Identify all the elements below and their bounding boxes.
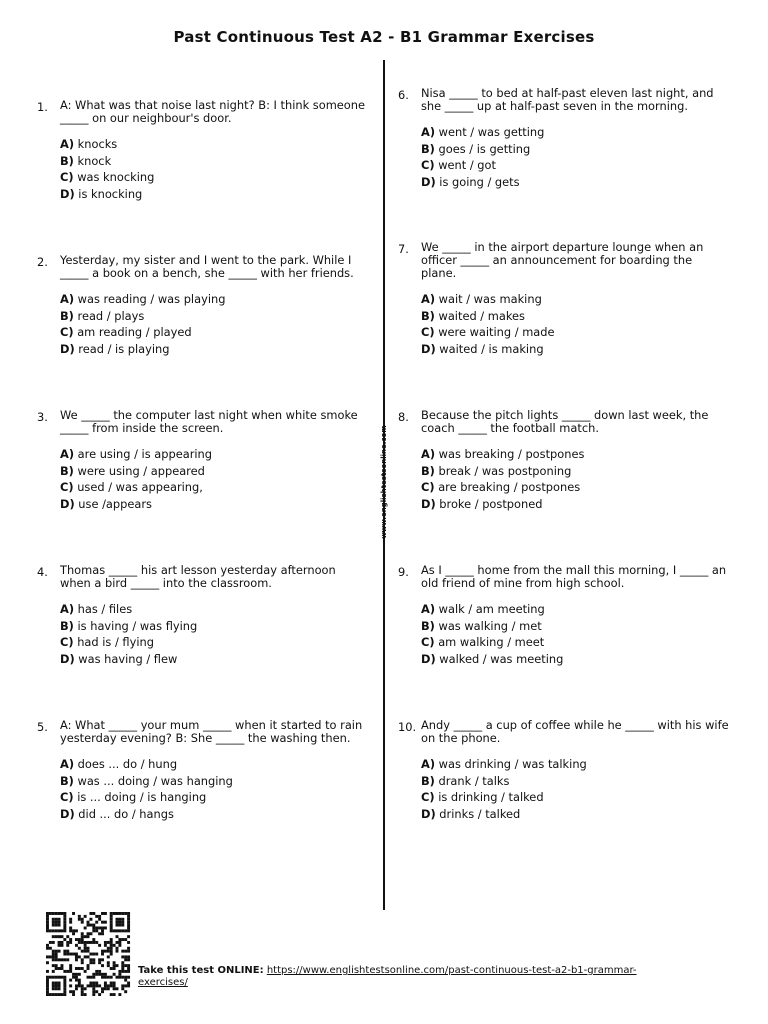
question-text-line: yesterday evening? B: She _____ the washing then. xyxy=(60,731,351,745)
answer-option[interactable] xyxy=(421,479,584,496)
option-text: walk / am meeting xyxy=(438,602,545,616)
answer-option[interactable] xyxy=(421,806,587,823)
option-text: broke / postponed xyxy=(439,496,543,511)
option-text: is knocking xyxy=(78,186,143,201)
question-text xyxy=(60,99,365,125)
option-letter: D) xyxy=(421,341,436,356)
answer-option[interactable] xyxy=(60,756,233,773)
question-text xyxy=(421,564,726,590)
option-letter: C) xyxy=(421,325,435,339)
option-letter: D) xyxy=(421,174,436,189)
question-text xyxy=(421,409,708,435)
option-letter: C) xyxy=(60,480,74,494)
option-letter: A) xyxy=(421,757,436,771)
question-text-line: when a bird _____ into the classroom. xyxy=(60,576,272,590)
question-number: 2. xyxy=(37,255,48,269)
answer-option[interactable] xyxy=(60,618,197,635)
option-letter: A) xyxy=(421,447,436,461)
answer-option[interactable] xyxy=(60,153,154,170)
page-title: Past Continuous Test A2 - B1 Grammar Exercises xyxy=(173,28,595,46)
answer-option[interactable] xyxy=(421,496,584,513)
answer-option[interactable] xyxy=(60,341,225,358)
option-text: was having / flew xyxy=(78,651,178,666)
option-text: are using / is appearing xyxy=(77,447,212,461)
answer-option[interactable] xyxy=(60,186,154,203)
answer-option[interactable] xyxy=(421,174,544,191)
option-letter: C) xyxy=(421,480,435,494)
question-number: 10. xyxy=(398,720,417,734)
option-letter: D) xyxy=(421,496,436,511)
qr-code-icon[interactable] xyxy=(44,912,132,996)
option-letter: C) xyxy=(60,790,74,804)
option-text: were waiting / made xyxy=(438,325,555,339)
answer-option[interactable] xyxy=(60,463,212,480)
question-text-line: she _____ up at half-past seven in the morning. xyxy=(421,99,688,113)
answer-option[interactable] xyxy=(421,618,563,635)
answer-option[interactable] xyxy=(421,141,544,158)
options-list xyxy=(60,756,233,822)
question-text-line: Yesterday, my sister and I went to the park. While I xyxy=(60,253,352,267)
option-letter: C) xyxy=(60,325,74,339)
option-text: read / plays xyxy=(77,308,145,323)
footer-label: Take this test ONLINE: xyxy=(138,965,264,976)
answer-option[interactable] xyxy=(421,446,584,463)
option-text: was ... doing / was hanging xyxy=(77,773,233,788)
answer-option[interactable] xyxy=(60,308,225,325)
option-text: went / got xyxy=(438,158,496,172)
option-letter: B) xyxy=(60,773,74,788)
option-text: does ... do / hung xyxy=(77,757,178,771)
option-letter: A) xyxy=(421,292,436,306)
answer-option[interactable] xyxy=(421,308,555,325)
question-number: 3. xyxy=(37,410,48,424)
question-number: 7. xyxy=(398,242,409,256)
question-text xyxy=(60,409,358,435)
question-number: 8. xyxy=(398,410,409,424)
answer-option[interactable] xyxy=(60,806,233,823)
answer-option[interactable] xyxy=(60,789,233,806)
question-text-line: _____ on our neighbour's door. xyxy=(60,111,232,125)
footer xyxy=(138,965,698,989)
option-letter: C) xyxy=(60,170,74,184)
question-text xyxy=(421,719,729,745)
answer-option[interactable] xyxy=(421,634,563,651)
option-text: read / is playing xyxy=(78,341,170,356)
answer-option[interactable] xyxy=(421,773,587,790)
option-text: were using / appeared xyxy=(77,463,205,478)
options-list xyxy=(421,124,544,190)
option-text: is ... doing / is hanging xyxy=(77,790,207,804)
option-letter: A) xyxy=(60,292,75,306)
question-text-line: coach _____ the football match. xyxy=(421,421,599,435)
option-letter: C) xyxy=(421,635,435,649)
option-text: knock xyxy=(77,153,112,168)
answer-option[interactable] xyxy=(60,446,212,463)
test-online-link[interactable]: https://www.englishtestsonline.com/past-continuous-test-a2-b1-grammar- exercises/ xyxy=(138,965,637,988)
option-text: was drinking / was talking xyxy=(438,757,587,771)
option-letter: D) xyxy=(60,496,75,511)
question-text-line: As I _____ home from the mall this morning, I _____ an xyxy=(421,563,727,577)
option-letter: A) xyxy=(421,602,436,616)
question-text xyxy=(60,254,354,280)
question-number: 1. xyxy=(37,100,48,114)
option-text: use /appears xyxy=(78,496,152,511)
option-text: drank / talks xyxy=(438,773,510,788)
question-text-line: Because the pitch lights _____ down last week, the xyxy=(421,408,709,422)
answer-option[interactable] xyxy=(60,601,197,618)
option-letter: C) xyxy=(421,158,435,172)
answer-option[interactable] xyxy=(421,789,587,806)
question-text xyxy=(421,241,703,280)
question-text-line: A: What _____ your mum _____ when it started to rain xyxy=(60,718,363,732)
question-text xyxy=(421,87,714,113)
answer-option[interactable] xyxy=(421,291,555,308)
question-text-line: Nisa _____ to bed at half-past eleven last night, and xyxy=(421,86,714,100)
answer-option[interactable] xyxy=(60,136,154,153)
options-list xyxy=(421,291,555,357)
option-text: was reading / was playing xyxy=(77,292,226,306)
question-text xyxy=(60,564,336,590)
option-text: is going / gets xyxy=(439,174,520,189)
option-letter: C) xyxy=(60,635,74,649)
option-text: was breaking / postpones xyxy=(438,447,585,461)
option-text: wait / was making xyxy=(438,292,542,306)
options-list xyxy=(60,601,197,667)
question-number: 5. xyxy=(37,720,48,734)
option-letter: B) xyxy=(421,618,435,633)
option-letter: B) xyxy=(421,308,435,323)
answer-option[interactable] xyxy=(421,324,555,341)
question-text-line: _____ a book on a bench, she _____ with her friends. xyxy=(60,266,354,280)
question-text-line: old friend of mine from high school. xyxy=(421,576,625,590)
option-letter: B) xyxy=(421,773,435,788)
answer-option[interactable] xyxy=(421,463,584,480)
question-text-line: officer _____ an announcement for boarding the xyxy=(421,253,693,267)
option-letter: C) xyxy=(421,790,435,804)
option-text: waited / makes xyxy=(438,308,525,323)
answer-option[interactable] xyxy=(60,773,233,790)
question-number: 6. xyxy=(398,88,409,102)
option-text: are breaking / postpones xyxy=(438,480,581,494)
option-text: went / was getting xyxy=(438,125,545,139)
answer-option[interactable] xyxy=(60,291,225,308)
answer-option[interactable] xyxy=(421,124,544,141)
site-watermark-vertical: www.englishtestsonline.com xyxy=(380,425,388,539)
option-letter: B) xyxy=(421,463,435,478)
options-list xyxy=(60,136,154,202)
answer-option[interactable] xyxy=(60,634,197,651)
options-list xyxy=(421,446,584,512)
option-letter: B) xyxy=(60,308,74,323)
option-text: used / was appearing, xyxy=(77,480,203,494)
option-letter: A) xyxy=(60,757,75,771)
answer-option[interactable] xyxy=(421,157,544,174)
option-letter: A) xyxy=(60,602,75,616)
question-number: 4. xyxy=(37,565,48,579)
option-letter: D) xyxy=(421,651,436,666)
option-text: had is / flying xyxy=(77,635,154,649)
answer-option[interactable] xyxy=(60,169,154,186)
question-number: 9. xyxy=(398,565,409,579)
option-letter: B) xyxy=(60,618,74,633)
question-text-line: on the phone. xyxy=(421,731,501,745)
option-text: was walking / met xyxy=(438,618,542,633)
option-text: drinks / talked xyxy=(439,806,521,821)
options-list xyxy=(60,446,212,512)
question-text-line: _____ from inside the screen. xyxy=(60,421,224,435)
option-letter: D) xyxy=(60,186,75,201)
options-list xyxy=(421,756,587,822)
answer-option[interactable] xyxy=(60,651,197,668)
answer-option[interactable] xyxy=(421,341,555,358)
option-letter: B) xyxy=(60,153,74,168)
option-text: break / was postponing xyxy=(438,463,572,478)
options-list xyxy=(421,601,563,667)
option-text: was knocking xyxy=(77,170,155,184)
answer-option[interactable] xyxy=(421,756,587,773)
option-text: knocks xyxy=(77,137,118,151)
answer-option[interactable] xyxy=(60,324,225,341)
option-text: did ... do / hangs xyxy=(78,806,174,821)
option-text: walked / was meeting xyxy=(439,651,564,666)
answer-option[interactable] xyxy=(421,601,563,618)
question-text-line: plane. xyxy=(421,266,457,280)
answer-option[interactable] xyxy=(60,479,212,496)
option-text: is having / was flying xyxy=(77,618,198,633)
option-letter: B) xyxy=(421,141,435,156)
option-letter: A) xyxy=(60,137,75,151)
option-text: waited / is making xyxy=(439,341,544,356)
options-list xyxy=(60,291,225,357)
option-text: has / files xyxy=(77,602,133,616)
option-letter: A) xyxy=(421,125,436,139)
option-letter: D) xyxy=(60,806,75,821)
question-text-line: We _____ the computer last night when white smoke xyxy=(60,408,358,422)
question-text-line: Andy _____ a cup of coffee while he _____ with his wife xyxy=(421,718,729,732)
option-letter: B) xyxy=(60,463,74,478)
option-text: am reading / played xyxy=(77,325,192,339)
question-text-line: We _____ in the airport departure lounge when an xyxy=(421,240,704,254)
option-letter: D) xyxy=(421,806,436,821)
answer-option[interactable] xyxy=(60,496,212,513)
question-text xyxy=(60,719,362,745)
option-text: goes / is getting xyxy=(438,141,531,156)
question-text-line: A: What was that noise last night? B: I think someone xyxy=(60,98,365,112)
option-letter: A) xyxy=(60,447,75,461)
option-text: am walking / meet xyxy=(438,635,545,649)
answer-option[interactable] xyxy=(421,651,563,668)
option-letter: D) xyxy=(60,341,75,356)
option-text: is drinking / talked xyxy=(438,790,544,804)
option-letter: D) xyxy=(60,651,75,666)
question-text-line: Thomas _____ his art lesson yesterday afternoon xyxy=(60,563,336,577)
